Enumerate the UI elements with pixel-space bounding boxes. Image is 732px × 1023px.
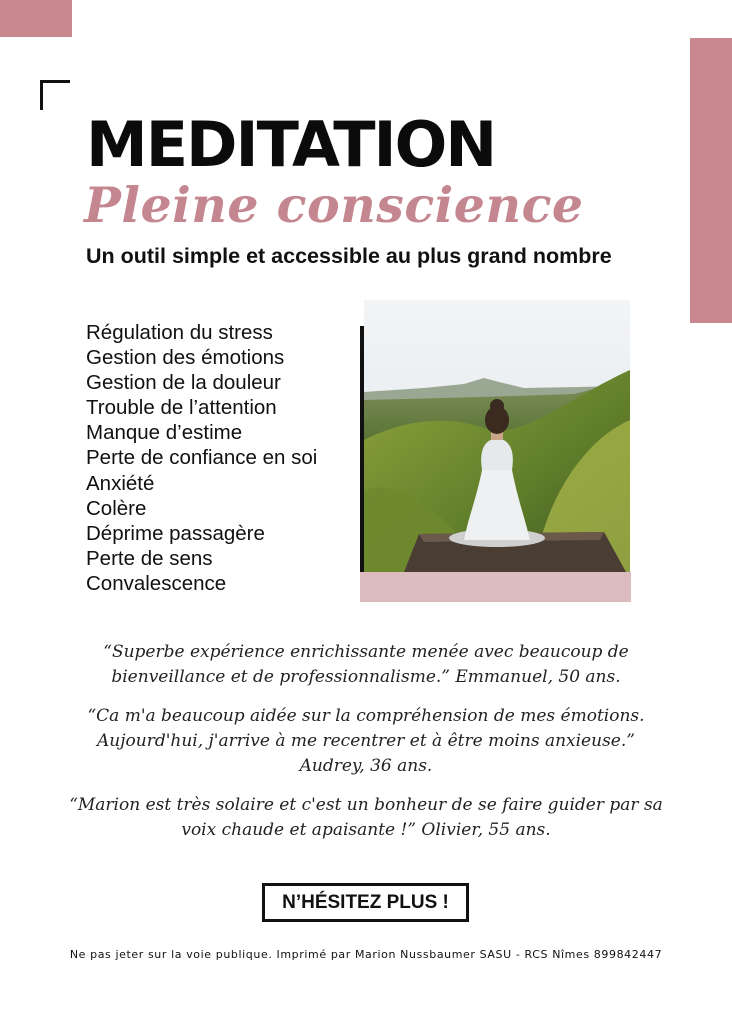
testimonial-line: Aujourd'hui, j'arrive à me recentrer et à être moins anxieuse.” [97,731,635,751]
benefits-list [86,320,317,596]
decorative-corner-block [0,0,72,37]
photo-backdrop [360,572,631,602]
list-item: Colère [86,496,147,520]
corner-bracket-mark [40,80,70,110]
testimonial-quote [60,793,672,843]
list-item: Anxiété [86,471,155,495]
testimonial-quote [60,640,672,690]
list-item: Convalescence [86,571,227,595]
cta-button[interactable]: N’HÉSITEZ PLUS ! [262,883,469,922]
testimonial-line: “Marion est très solaire et c'est un bonheur de se faire guider par sa [69,795,663,815]
page-title: MEDITATION [86,108,496,181]
list-item: Perte de confiance en soi [86,446,318,470]
testimonial-line: “Ca m'a beaucoup aidée sur la compréhension de mes émotions. [87,706,645,726]
list-item: Trouble de l’attention [86,396,277,420]
list-item: Déprime passagère [86,521,265,545]
testimonial-line: voix chaude et apaisante !” Olivier, 55 ans. [181,820,551,840]
tagline: Un outil simple et accessible au plus grand nombre [86,244,612,268]
list-item: Gestion des émotions [86,346,285,370]
list-item: Gestion de la douleur [86,371,281,395]
testimonial-quote [60,704,672,779]
meditation-photo [364,300,630,572]
testimonial-line: “Superbe expérience enrichissante menée avec beaucoup de [103,642,629,662]
testimonial-line: bienveillance et de professionnalisme.” Emmanuel, 50 ans. [111,667,621,687]
testimonials [60,640,672,857]
list-item: Régulation du stress [86,321,273,344]
page-subtitle: Pleine conscience [84,176,584,234]
decorative-side-bar [690,38,732,323]
list-item: Perte de sens [86,546,213,570]
list-item: Manque d’estime [86,421,243,445]
footer-legal-text: Ne pas jeter sur la voie publique. Imprimé par Marion Nussbaumer SASU - RCS Nîmes 899842447 [69,948,663,961]
testimonial-author: Audrey, 36 ans. [299,756,433,776]
